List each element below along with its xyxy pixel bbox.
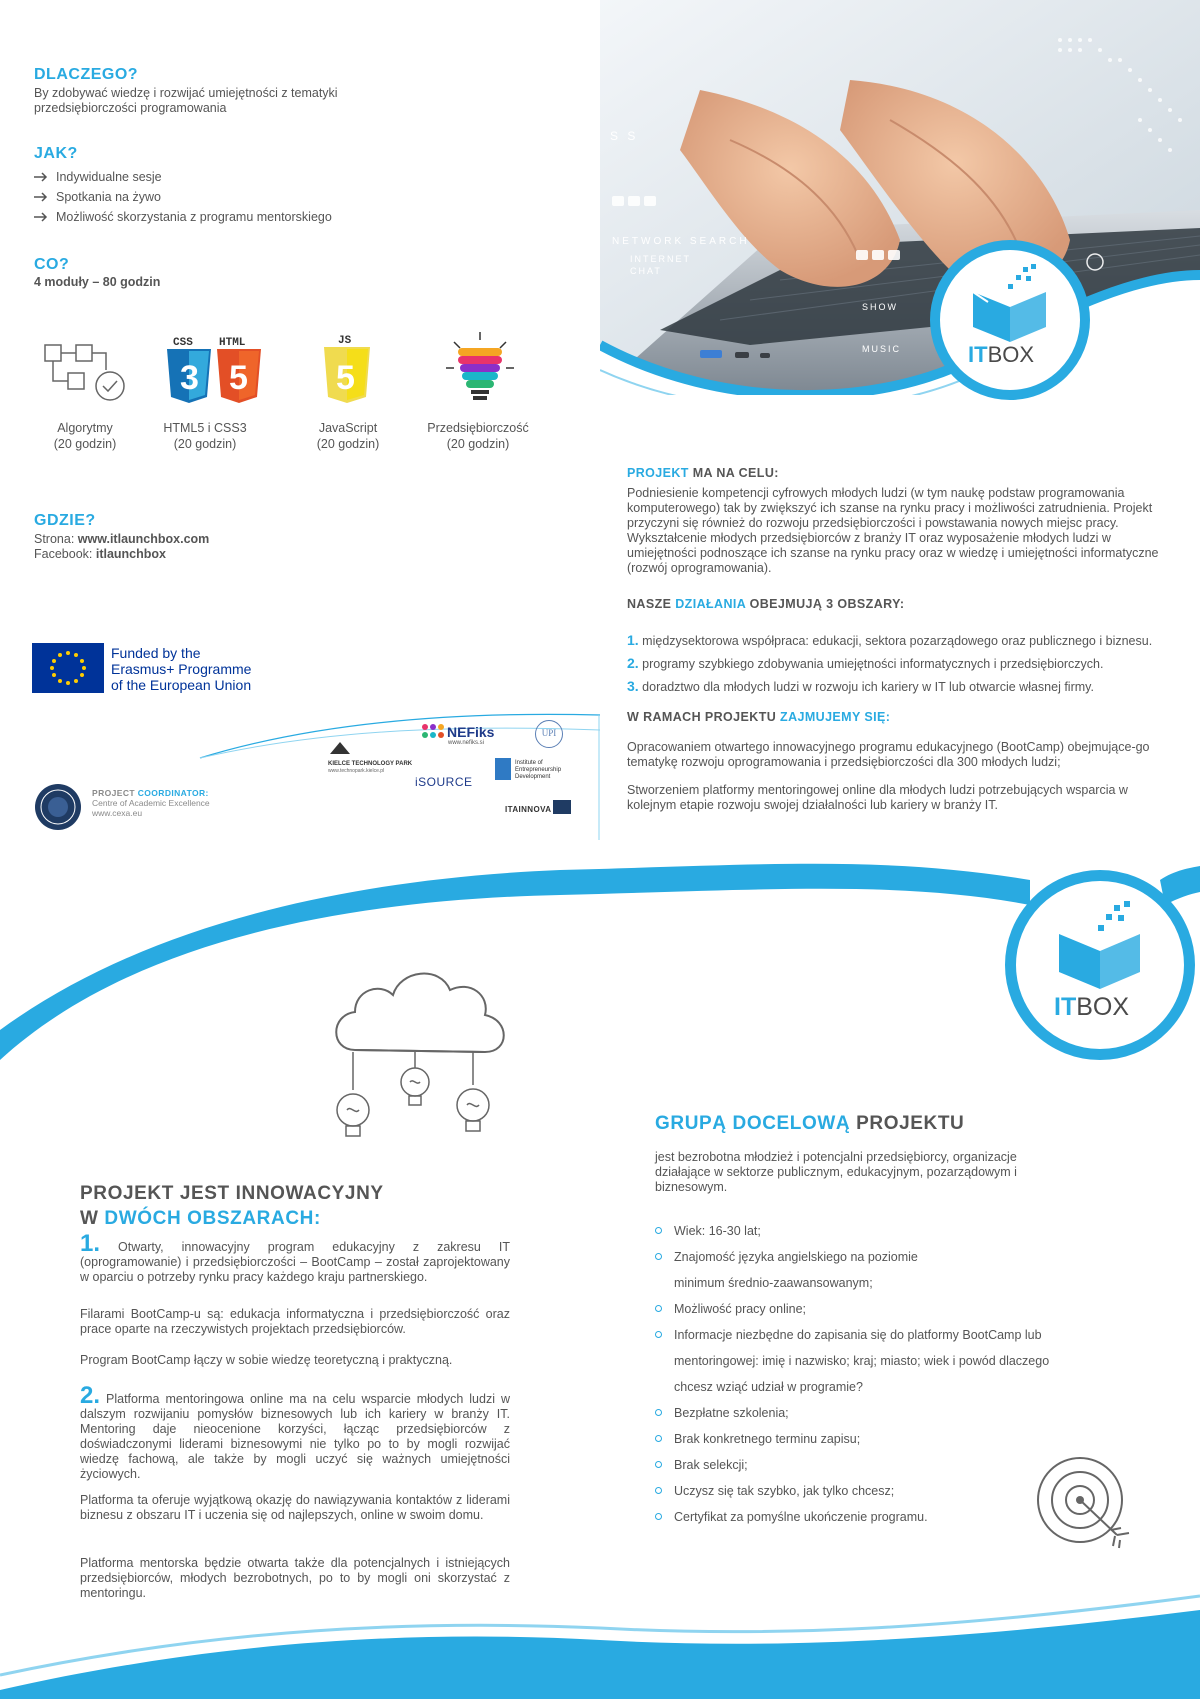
why-section bbox=[34, 66, 434, 116]
coordinator-url[interactable]: www.cexa.eu bbox=[92, 808, 143, 818]
box-icon bbox=[968, 262, 1058, 342]
mentoring-audience: Platforma mentorska będzie otwarta także dla potencjalnych i istniejących przedsiębiorców, młodych bezrobotnych, po to by mogli oni skorzystać z mentoringu. bbox=[80, 1556, 510, 1600]
goal-heading-b: MA NA CELU: bbox=[688, 466, 779, 480]
how-item-label: Indywidualne sesje bbox=[56, 170, 162, 184]
cexa-seal-icon bbox=[33, 782, 83, 832]
photo-overlay-show: SHOW bbox=[862, 302, 898, 312]
how-list-item bbox=[34, 187, 454, 207]
html-label: HTML bbox=[219, 337, 246, 349]
algorithm-icon bbox=[40, 340, 130, 405]
module-hours: (20 godzin) bbox=[53, 437, 117, 451]
module-hours: (20 godzin) bbox=[316, 437, 380, 451]
ita-logo: ITAINNOVA bbox=[505, 805, 552, 814]
where-heading: GDZIE? bbox=[34, 512, 96, 529]
why-text: By zdobywać wiedzę i rozwijać umiejętności z tematyki przedsiębiorczości programowania bbox=[34, 86, 338, 115]
css-label: CSS bbox=[173, 337, 193, 349]
target-item-label: minimum średnio-zaawansowanym; bbox=[674, 1276, 873, 1290]
coordinator-name: Centre of Academic Excellence bbox=[92, 798, 210, 808]
module-name: Algorytmy bbox=[57, 421, 113, 435]
module-hours: (20 godzin) bbox=[173, 437, 237, 451]
target-item-label: chcesz wziąć udział w programie? bbox=[674, 1380, 863, 1394]
bullet-circle-icon bbox=[655, 1409, 662, 1416]
area-number: 3. bbox=[627, 678, 639, 694]
bullet-circle-icon bbox=[655, 1305, 662, 1312]
bullet-circle-icon bbox=[655, 1487, 662, 1494]
itbox-logo-top bbox=[930, 240, 1090, 400]
js-number: 5 bbox=[336, 359, 355, 397]
eu-line-2: Erasmus+ Programme bbox=[111, 661, 252, 677]
eu-funding-block bbox=[32, 643, 332, 695]
scope-heading bbox=[627, 710, 1172, 724]
innovation-point-1 bbox=[80, 1230, 510, 1285]
eu-funding-text bbox=[111, 645, 251, 693]
target-list-item bbox=[655, 1328, 1125, 1354]
photo-overlay-music: MUSIC bbox=[862, 344, 901, 354]
ktp-logo-icon bbox=[328, 740, 352, 756]
arrow-right-icon bbox=[34, 212, 48, 222]
website-label: Strona: bbox=[34, 532, 78, 546]
innovation-heading bbox=[80, 1183, 520, 1230]
what-subtitle: 4 moduły – 80 godzin bbox=[34, 275, 161, 289]
itbox-logo-bottom bbox=[1005, 870, 1195, 1060]
scope-heading-a: W RAMACH PROJEKTU bbox=[627, 710, 781, 724]
target-item-label: Brak konkretnego terminu zapisu; bbox=[674, 1432, 861, 1446]
bullet-circle-icon bbox=[655, 1435, 662, 1442]
areas-list bbox=[627, 633, 1187, 695]
innovation-point-2 bbox=[80, 1382, 510, 1482]
target-group-heading-a: GRUPĄ DOCELOWĄ bbox=[655, 1113, 851, 1134]
isource-logo: iSOURCE bbox=[415, 775, 473, 789]
js-label: JS bbox=[338, 335, 352, 347]
why-heading: DLACZEGO? bbox=[34, 66, 139, 83]
target-list-item bbox=[655, 1380, 1125, 1406]
area-item bbox=[627, 679, 1187, 695]
target-group-heading bbox=[655, 1113, 1175, 1135]
target-list-item bbox=[655, 1224, 1125, 1250]
arrow-right-icon bbox=[34, 192, 48, 202]
arrow-right-icon bbox=[34, 172, 48, 182]
project-goal-section bbox=[627, 466, 1182, 576]
goal-heading-a: PROJEKT bbox=[627, 466, 689, 480]
what-heading: CO? bbox=[34, 256, 70, 273]
logo-box: BOX bbox=[1076, 993, 1130, 1021]
bullet-circle-icon bbox=[655, 1513, 662, 1520]
target-list-item bbox=[655, 1302, 1125, 1328]
photo-overlay-chat: CHAT bbox=[630, 266, 662, 276]
html5-css3-icon bbox=[165, 335, 265, 407]
target-item-label: Uczysz się tak szybko, jak tylko chcesz; bbox=[674, 1484, 895, 1498]
itbox-wordmark bbox=[1054, 993, 1129, 1022]
facebook-label: Facebook: bbox=[34, 547, 96, 561]
scope-paragraph-2: Stworzeniem platformy mentoringowej online dla młodych ludzi potrzebujących wsparcia w kolejnym etapie rozwoju swojej działalności lub kariery w branży IT. bbox=[627, 783, 1128, 812]
areas-heading-b: DZIAŁANIA bbox=[675, 597, 746, 611]
innovation-heading-line-2 bbox=[80, 1208, 520, 1230]
areas-section bbox=[627, 597, 1187, 702]
logo-it: IT bbox=[1054, 993, 1077, 1021]
module-hours: (20 godzin) bbox=[446, 437, 510, 451]
what-section bbox=[34, 256, 434, 290]
area-number: 2. bbox=[627, 655, 639, 671]
bootcamp-pillars: Filarami BootCamp-u są: edukacja informatyczna i przedsiębiorczość oraz prace oparte na rzeczywistych projektach przedsiębiorców. bbox=[80, 1307, 510, 1336]
cloud-lightbulbs-icon bbox=[325, 960, 525, 1150]
target-item-label: Certyfikat za pomyślne ukończenie programu. bbox=[674, 1510, 928, 1524]
how-list bbox=[34, 167, 454, 227]
areas-heading bbox=[627, 597, 1187, 611]
area-number: 1. bbox=[627, 632, 639, 648]
coordinator-label-a: PROJECT bbox=[92, 788, 138, 798]
ktp-url: www.technopark.kielce.pl bbox=[328, 768, 385, 774]
coordinator-block bbox=[92, 788, 210, 818]
target-item-label: Brak selekcji; bbox=[674, 1458, 748, 1472]
javascript-icon bbox=[320, 333, 376, 407]
module-name: Przedsiębiorczość bbox=[427, 421, 529, 435]
goal-text: Podniesienie kompetencji cyfrowych młodych ludzi (w tym naukę podstaw programowania komputerowego) tak by zwiększyć ich szanse na rynku pracy i możliwości zatrudnienia. Projekt przyczyni się również do rozwoju przedsiębiorczości i powstawania nowych miejsc pracy. Wykształcenie młodych przedsiębiorców z branży IT oraz wyposażenie młodych ludzi w umiejętności podnoszące ich szanse na rynku pracy oraz w wiedzę i umiejętności informatyczne (rozwój oprogramowania). bbox=[627, 486, 1159, 575]
target-list-item bbox=[655, 1276, 1125, 1302]
how-list-item bbox=[34, 207, 454, 227]
html-number: 5 bbox=[229, 359, 248, 397]
nefiks-url: www.nefiks.si bbox=[448, 740, 485, 746]
box-icon bbox=[1054, 899, 1154, 989]
how-section bbox=[34, 145, 454, 227]
hero-photo bbox=[600, 0, 1200, 395]
module-algorithms bbox=[25, 420, 145, 452]
logo-it: IT bbox=[968, 342, 988, 367]
target-list-item bbox=[655, 1406, 1125, 1432]
bootcamp-knowledge: Program BootCamp łączy w sobie wiedzę teoretyczną i praktyczną. bbox=[80, 1353, 453, 1367]
facebook-line bbox=[34, 547, 434, 562]
module-name: JavaScript bbox=[318, 421, 378, 435]
innovation-heading-w: W bbox=[80, 1208, 105, 1229]
how-heading: JAK? bbox=[34, 145, 78, 162]
target-item-label: mentoringowej: imię i nazwisko; kraj; miasto; wiek i powód dlaczego bbox=[674, 1354, 1050, 1368]
ktp-name: KIELCE TECHNOLOGY PARK bbox=[328, 761, 413, 767]
eu-line-3: of the European Union bbox=[111, 677, 252, 693]
point-2-text: Platforma mentoringowa online ma na celu wsparcie młodych ludzi w dalszym rozwijaniu pomysłów biznesowych lub ich kariery w branży IT. Mentoring daje nieocenione korzyści, łącząc przedsiębiorców z doświadczonymi liderami biznesowymi nie tylko po to by mogli rozwijać wiedzę fachową, ale także by mogli uczyć się ważnych umiejętności życiowych. bbox=[80, 1392, 510, 1481]
point-2-number: 2. bbox=[80, 1382, 101, 1409]
upi-logo: UPI bbox=[535, 720, 563, 748]
how-item-label: Możliwość skorzystania z programu mentorskiego bbox=[56, 210, 332, 224]
innovation-heading-line-1: PROJEKT JEST INNOWACYJNY bbox=[80, 1183, 384, 1204]
target-item-label: Bezpłatne szkolenia; bbox=[674, 1406, 789, 1420]
area-text: międzysektorowa współpraca: edukacji, sektora pozarządowego oraz publicznego i biznesu. bbox=[642, 634, 1153, 648]
target-list-item bbox=[655, 1354, 1125, 1380]
ied-name: Institute of Entrepreneurship Development bbox=[515, 760, 562, 780]
point-1-number: 1. bbox=[80, 1230, 101, 1257]
goal-heading bbox=[627, 466, 1182, 480]
scope-paragraph-1: Opracowaniem otwartego innowacyjnego programu edukacyjnego (BootCamp) obejmujące-go tematykę rozwoju oprogramowania i przedsiębiorczości dla 300 młodych ludzi; bbox=[627, 740, 1150, 769]
bullet-circle-icon bbox=[655, 1227, 662, 1234]
where-section bbox=[34, 512, 434, 562]
mentoring-opportunity: Platforma ta oferuje wyjątkową okazję do nawiązywania kontaktów z liderami biznesu z obszaru IT i uczenia się od najlepszych, online w swoim domu. bbox=[80, 1493, 510, 1522]
bullet-circle-icon bbox=[655, 1253, 662, 1260]
bullet-circle-icon bbox=[655, 1461, 662, 1468]
scope-section bbox=[627, 710, 1172, 813]
bullet-circle-icon bbox=[655, 1331, 662, 1338]
module-javascript bbox=[288, 420, 408, 452]
coordinator-label-b: COORDINATOR: bbox=[137, 788, 209, 798]
partner-ktp bbox=[328, 740, 418, 774]
coordinator-label bbox=[92, 788, 210, 798]
module-name: HTML5 i CSS3 bbox=[163, 421, 247, 435]
target-item-label: Informacje niezbędne do zapisania się do platformy BootCamp lub bbox=[674, 1328, 1042, 1342]
logo-box: BOX bbox=[987, 342, 1035, 367]
nefiks-name: NEFiks bbox=[447, 724, 495, 740]
photo-overlay-internet: INTERNET bbox=[630, 254, 691, 264]
target-item-label: Znajomość języka angielskiego na poziomie bbox=[674, 1250, 918, 1264]
area-item bbox=[627, 633, 1187, 649]
innovation-heading-areas: DWÓCH OBSZARACH: bbox=[104, 1208, 321, 1229]
entrepreneurship-lightbulb-icon bbox=[444, 330, 516, 408]
how-item-label: Spotkania na żywo bbox=[56, 190, 161, 204]
photo-overlay-ss: S S bbox=[610, 129, 639, 143]
area-text: programy szybkiego zdobywania umiejętności informatycznych i przedsiębiorczych. bbox=[642, 657, 1104, 671]
eu-line-1: Funded by the bbox=[111, 645, 201, 661]
target-group-intro: jest bezrobotna młodzież i potencjalni przedsiębiorcy, organizacje działające w sektorze publicznym, edukacyjnym, pozarządowym i biznesowym. bbox=[655, 1150, 1017, 1194]
target-item-label: Możliwość pracy online; bbox=[674, 1302, 806, 1316]
target-item-label: Wiek: 16-30 lat; bbox=[674, 1224, 761, 1238]
target-dart-icon bbox=[1025, 1450, 1135, 1550]
areas-heading-c: OBEJMUJĄ 3 OBSZARY: bbox=[745, 597, 905, 611]
photo-overlay-network: NETWORK SEARCH bbox=[612, 236, 750, 247]
ied-logo-icon bbox=[495, 758, 511, 780]
module-entrepreneurship bbox=[418, 420, 538, 452]
website-link[interactable]: www.itlaunchbox.com bbox=[77, 532, 210, 546]
area-text: doradztwo dla młodych ludzi w rozwoju ich kariery w IT lub otwarcie własnej firmy. bbox=[642, 680, 1094, 694]
css-number: 3 bbox=[180, 359, 199, 397]
module-html-css bbox=[145, 420, 265, 452]
ita-logo-icon bbox=[553, 800, 571, 814]
website-line bbox=[34, 532, 434, 547]
itbox-wordmark bbox=[968, 342, 1034, 368]
area-item bbox=[627, 656, 1187, 672]
facebook-link[interactable]: itlaunchbox bbox=[95, 547, 166, 561]
areas-heading-a: NASZE bbox=[627, 597, 676, 611]
scope-heading-b: ZAJMUJEMY SIĘ: bbox=[780, 710, 891, 724]
nefiks-logo-icon bbox=[420, 722, 446, 744]
eu-flag-icon bbox=[32, 643, 104, 693]
target-group-heading-b: PROJEKTU bbox=[850, 1113, 965, 1134]
point-1-text: Otwarty, innowacyjny program edukacyjny z zakresu IT (oprogramowanie) i przedsiębiorczości – BootCamp – został zaprojektowany w oparciu o potrzeby rynku pracy każdego kraju partnerskiego. bbox=[80, 1240, 510, 1284]
how-list-item bbox=[34, 167, 454, 187]
target-list-item bbox=[655, 1250, 1125, 1276]
laptop-photo-illustration bbox=[600, 0, 1200, 395]
